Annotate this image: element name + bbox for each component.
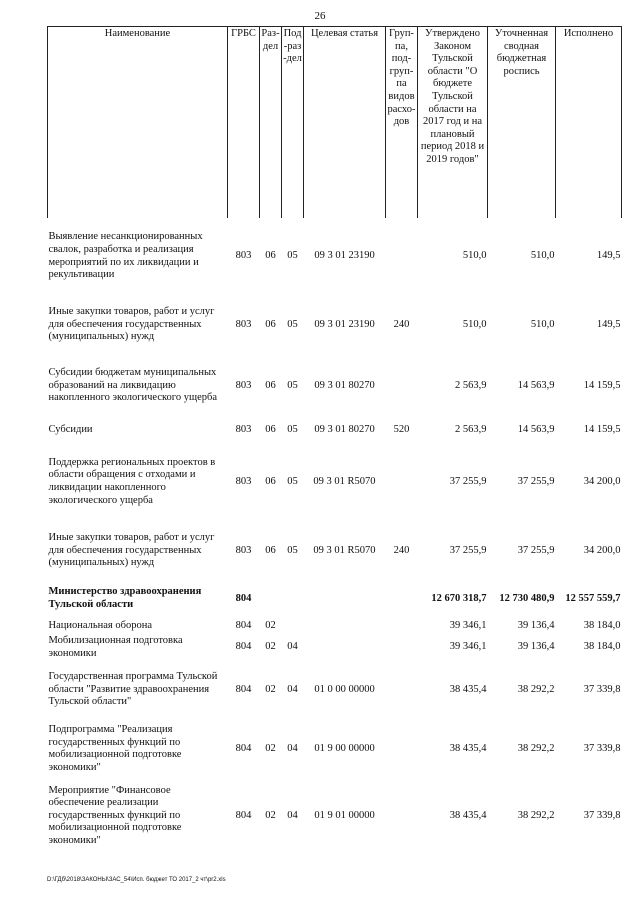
cell-grbs: 804: [235, 619, 252, 631]
cell-group: 240: [393, 544, 410, 556]
header-podrazdel: Под-раз-дел: [282, 27, 304, 219]
cell-grbs: 803: [235, 544, 252, 556]
table-row: [48, 218, 622, 295]
cell-target: 01 9 01 00000: [314, 809, 375, 821]
cell-razdel: 02: [265, 619, 276, 631]
cell-refined: 39 136,4: [517, 641, 555, 653]
cell-grbs: 803: [235, 379, 252, 391]
cell-executed: 38 184,0: [583, 619, 621, 631]
cell-executed: 149,5: [596, 318, 621, 330]
cell-name: Иные закупки товаров, работ и услуг для обеспечения государственных (муниципальных) нужд: [48, 532, 215, 569]
cell-approved: 38 435,4: [449, 809, 487, 821]
cell-name: Государственная программа Тульской области "Развитие здравоохранения Тульской области": [48, 671, 218, 708]
cell-name: Поддержка региональных проектов в области обращения с отходами и ликвидации накопленного экологического ущерба: [48, 456, 216, 506]
cell-refined: 39 136,4: [517, 619, 555, 631]
table-row: [48, 417, 622, 443]
table-row: [48, 660, 622, 720]
cell-approved: 38 435,4: [449, 742, 487, 754]
cell-approved: 2 563,9: [455, 423, 487, 435]
header-refined: Уточненная сводная бюджетная роспись: [488, 27, 556, 219]
cell-name: Выявление несанкционированных свалок, разработка и реализация мероприятий по их ликвидации и рекультивации: [48, 231, 203, 281]
cell-executed: 37 339,8: [583, 683, 621, 695]
cell-refined: 12 730 480,9: [499, 592, 555, 604]
table-body: [48, 218, 622, 854]
cell-refined: 38 292,2: [517, 683, 555, 695]
cell-group: 520: [393, 423, 410, 435]
table-row: [48, 778, 622, 854]
cell-podrazdel: 04: [287, 809, 298, 821]
cell-razdel: 06: [265, 475, 276, 487]
cell-executed: 149,5: [596, 250, 621, 262]
cell-refined: 14 563,9: [517, 379, 555, 391]
header-razdel: Раз-дел: [260, 27, 282, 219]
cell-executed: 38 184,0: [583, 641, 621, 653]
cell-approved: 510,0: [462, 318, 487, 330]
cell-grbs: 803: [235, 250, 252, 262]
table-row: [48, 295, 622, 355]
cell-grbs: 803: [235, 318, 252, 330]
header-row: [48, 27, 622, 219]
cell-podrazdel: [282, 581, 304, 617]
cell-target: 09 3 01 R5070: [313, 544, 376, 556]
cell-target: 09 3 01 80270: [314, 379, 375, 391]
cell-group: [386, 218, 418, 295]
cell-executed: 14 159,5: [583, 423, 621, 435]
cell-target: 09 3 01 R5070: [313, 475, 376, 487]
header-grbs: ГРБС: [228, 27, 260, 219]
cell-razdel: 02: [265, 809, 276, 821]
header-target: Целевая статья: [304, 27, 386, 219]
cell-razdel: [260, 581, 282, 617]
cell-target: 09 3 01 23190: [314, 250, 375, 262]
cell-refined: 37 255,9: [517, 544, 555, 556]
cell-target: 09 3 01 23190: [314, 318, 375, 330]
page-number: 26: [314, 10, 326, 22]
cell-group: [386, 581, 418, 617]
cell-grbs: 804: [235, 683, 252, 695]
cell-grbs: 804: [235, 742, 252, 754]
table-row: [48, 521, 622, 581]
cell-razdel: 02: [265, 683, 276, 695]
cell-razdel: 06: [265, 250, 276, 262]
cell-name: Иные закупки товаров, работ и услуг для обеспечения государственных (муниципальных) нужд: [48, 306, 215, 343]
cell-podrazdel: [282, 617, 304, 635]
cell-executed: 14 159,5: [583, 379, 621, 391]
cell-name: Подпрограмма "Реализация государственных функций по мобилизационной подготовке экономики": [48, 724, 182, 773]
cell-podrazdel: 04: [287, 641, 298, 653]
cell-approved: 39 346,1: [449, 641, 487, 653]
cell-podrazdel: 05: [287, 379, 298, 391]
cell-podrazdel: 04: [287, 742, 298, 754]
cell-target: [304, 617, 386, 635]
cell-razdel: 06: [265, 544, 276, 556]
cell-podrazdel: 05: [287, 423, 298, 435]
cell-group: [386, 443, 418, 521]
cell-refined: 510,0: [530, 318, 555, 330]
cell-grbs: 804: [235, 641, 252, 653]
cell-grbs: 804: [235, 592, 252, 604]
cell-razdel: 06: [265, 318, 276, 330]
cell-approved: 2 563,9: [455, 379, 487, 391]
cell-razdel: 06: [265, 379, 276, 391]
cell-approved: 12 670 318,7: [431, 592, 487, 604]
cell-refined: 37 255,9: [517, 475, 555, 487]
cell-name: Министерство здравоохранения Тульской области: [48, 586, 202, 610]
cell-group: [386, 617, 418, 635]
cell-podrazdel: 05: [287, 544, 298, 556]
cell-group: [386, 660, 418, 720]
header-approved: Утверждено Законом Тульской области "О бюджете Тульской области на 2017 год и на плановый период 2018 и 2019 годов": [418, 27, 488, 219]
cell-target: 01 0 00 00000: [314, 683, 375, 695]
cell-approved: 510,0: [462, 250, 487, 262]
cell-target: [304, 635, 386, 660]
cell-razdel: 02: [265, 742, 276, 754]
cell-name: Субсидии: [48, 423, 93, 435]
cell-refined: 38 292,2: [517, 742, 555, 754]
cell-podrazdel: 05: [287, 475, 298, 487]
header-executed: Исполнено: [556, 27, 622, 219]
cell-name: Субсидии бюджетам муниципальных образований на ликвидацию накопленного экологического ущерба: [48, 367, 217, 404]
cell-target: 01 9 00 00000: [314, 742, 375, 754]
cell-approved: 39 346,1: [449, 619, 487, 631]
cell-group: [386, 778, 418, 854]
header-name: Наименование: [48, 27, 228, 219]
cell-executed: 37 339,8: [583, 742, 621, 754]
cell-group: [386, 720, 418, 778]
cell-target: [304, 581, 386, 617]
cell-podrazdel: 05: [287, 318, 298, 330]
cell-refined: 510,0: [530, 250, 555, 262]
cell-approved: 37 255,9: [449, 475, 487, 487]
cell-group: 240: [393, 318, 410, 330]
cell-approved: 38 435,4: [449, 683, 487, 695]
cell-name: Мобилизационная подготовка экономики: [48, 635, 183, 659]
cell-target: 09 3 01 80270: [314, 423, 375, 435]
cell-grbs: 803: [235, 423, 252, 435]
table-row: [48, 617, 622, 635]
cell-name: Мероприятие "Финансовое обеспечение реализации государственных функций по мобилизационной подготовке экономики": [48, 784, 182, 847]
cell-approved: 37 255,9: [449, 544, 487, 556]
budget-table: [47, 26, 622, 854]
table-row: [48, 355, 622, 417]
cell-podrazdel: 05: [287, 250, 298, 262]
cell-razdel: 06: [265, 423, 276, 435]
cell-executed: 34 200,0: [583, 475, 621, 487]
cell-grbs: 803: [235, 475, 252, 487]
header-group: Груп-па, под-груп-па видов расхо-дов: [386, 27, 418, 219]
cell-executed: 12 557 559,7: [565, 592, 621, 604]
footer-file-path: D:\ГДб\2018\ЗАКОНЫ\ЗАС_54\Исп. бюджет ТО 2017_2 чт\pr2.xls: [47, 877, 226, 883]
table-row: [48, 720, 622, 778]
table-row: [48, 581, 622, 617]
cell-executed: 34 200,0: [583, 544, 621, 556]
cell-razdel: 02: [265, 641, 276, 653]
cell-executed: 37 339,8: [583, 809, 621, 821]
cell-group: [386, 355, 418, 417]
table-row: [48, 635, 622, 660]
cell-refined: 14 563,9: [517, 423, 555, 435]
table-row: [48, 443, 622, 521]
cell-refined: 38 292,2: [517, 809, 555, 821]
cell-name: Национальная оборона: [48, 619, 152, 631]
cell-group: [386, 635, 418, 660]
cell-podrazdel: 04: [287, 683, 298, 695]
cell-grbs: 804: [235, 809, 252, 821]
